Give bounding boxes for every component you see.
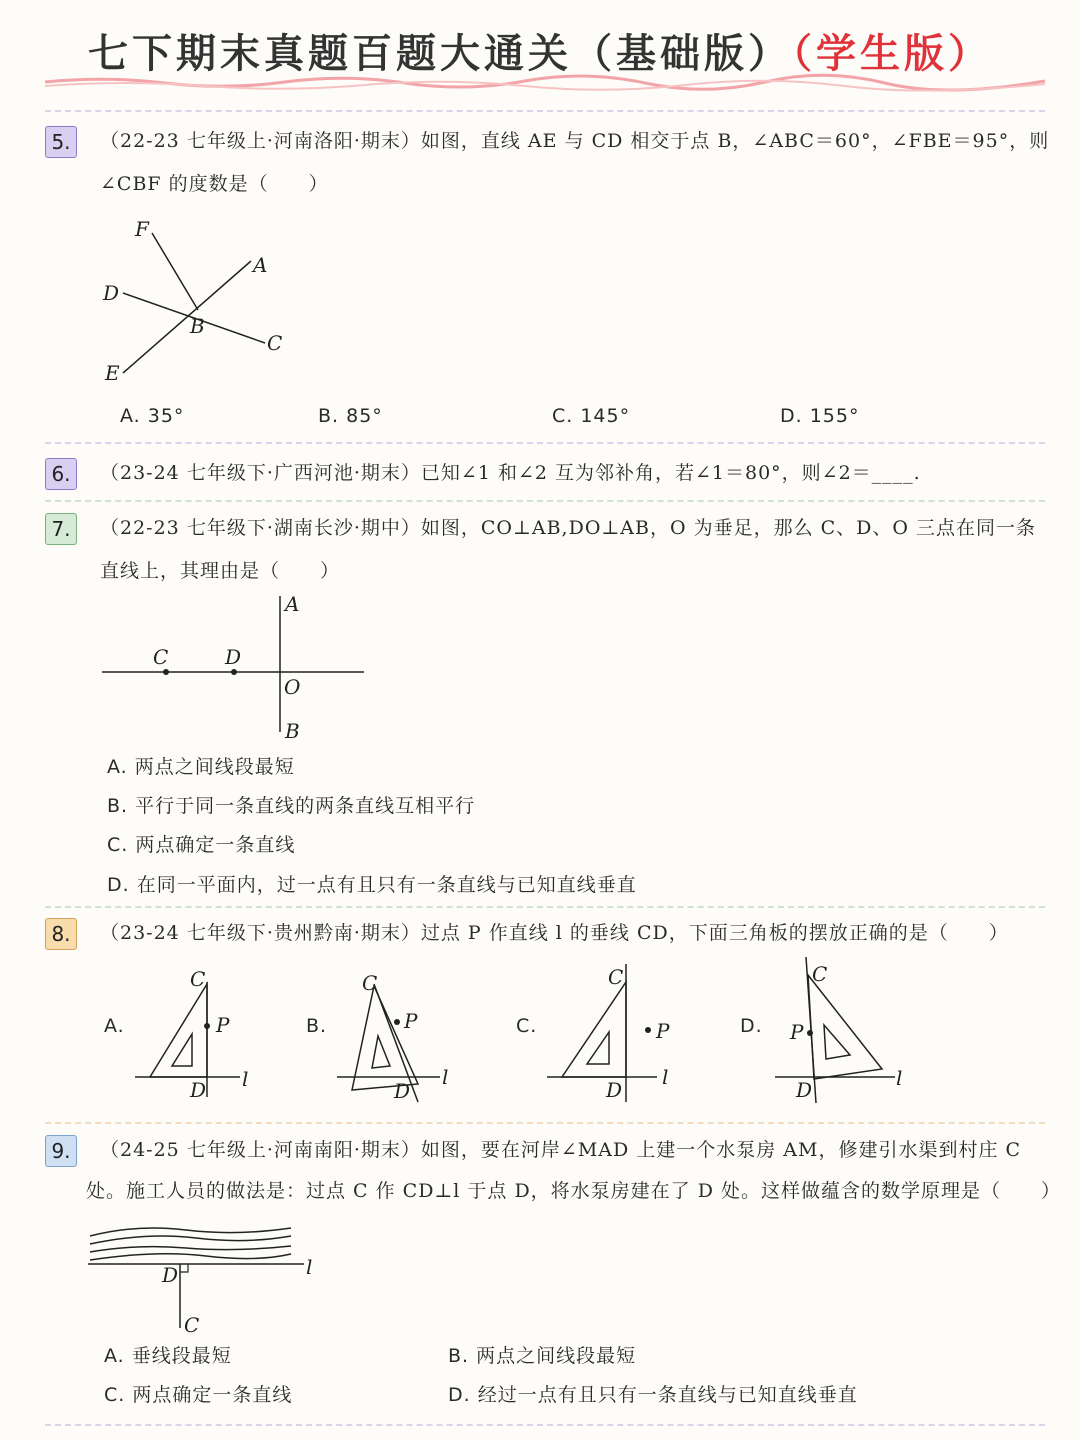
- point-label-b: B: [285, 719, 300, 743]
- q8-option-c[interactable]: C.: [516, 1015, 538, 1037]
- label-c: C: [190, 967, 206, 991]
- divider: [45, 1424, 1045, 1426]
- q9-figure: [86, 1220, 326, 1340]
- point-label-o: O: [284, 675, 301, 699]
- label-p: P: [790, 1020, 804, 1044]
- title-underline: [45, 74, 1045, 90]
- point-label-c: C: [153, 645, 169, 669]
- q8-option-b[interactable]: B.: [306, 1015, 328, 1037]
- point-label-e: E: [105, 361, 120, 385]
- right-angle-mark: [180, 1264, 188, 1272]
- question-number-6: 6.: [45, 458, 77, 490]
- q9-option-b[interactable]: B. 两点之间线段最短: [448, 1345, 637, 1367]
- point-label-d: D: [225, 645, 242, 669]
- q8-option-d[interactable]: D.: [740, 1015, 763, 1037]
- set-square-inner: [824, 1025, 850, 1059]
- river-wave-1: [90, 1228, 291, 1236]
- label-d: D: [796, 1078, 813, 1102]
- point-c: [163, 669, 169, 675]
- point-label-c: C: [267, 331, 283, 355]
- label-c: C: [812, 962, 828, 986]
- divider: [45, 1122, 1045, 1124]
- q9-option-d[interactable]: D. 经过一点有且只有一条直线与已知直线垂直: [448, 1384, 858, 1406]
- q5-figure: [95, 212, 315, 402]
- q9-option-a[interactable]: A. 垂线段最短: [104, 1345, 232, 1367]
- q7-option-b[interactable]: B. 平行于同一条直线的两条直线互相平行: [107, 795, 476, 817]
- q8-figure-a: [130, 962, 260, 1102]
- label-l: l: [242, 1067, 249, 1091]
- title-suffix: （学生版）: [792, 31, 992, 77]
- page-title: [0, 22, 1080, 79]
- divider: [45, 110, 1045, 112]
- river-wave-4: [90, 1254, 291, 1260]
- q7-stem-line1: （22-23 七年级下·湖南长沙·期中）如图，CO⊥AB,DO⊥AB，O 为垂足，那么 C、D、O 三点在同一条: [100, 517, 1037, 539]
- set-square: [150, 984, 207, 1077]
- set-square-inner: [587, 1032, 609, 1064]
- label-p: P: [656, 1019, 670, 1043]
- q9-option-c[interactable]: C. 两点确定一条直线: [104, 1384, 293, 1406]
- label-p: P: [404, 1009, 418, 1033]
- label-l: l: [896, 1066, 903, 1090]
- point-label-f: F: [135, 217, 149, 241]
- label-c: C: [362, 971, 378, 995]
- label-d: D: [190, 1078, 207, 1102]
- q5-option-b[interactable]: B. 85°: [318, 405, 383, 427]
- q5-stem-line2: ∠CBF 的度数是（ ）: [100, 173, 329, 195]
- point-label-c: C: [184, 1313, 200, 1337]
- point-label-b: B: [190, 314, 205, 338]
- q6-stem: （23-24 七年级下·广西河池·期末）已知∠1 和∠2 互为邻补角，若∠1＝80°，则∠2＝____.: [100, 462, 921, 484]
- q5-option-d[interactable]: D. 155°: [780, 405, 860, 427]
- point-label-d: D: [162, 1263, 179, 1287]
- question-number-7: 7.: [45, 513, 77, 545]
- label-d: D: [606, 1078, 623, 1102]
- q9-stem-line1: （24-25 七年级上·河南南阳·期末）如图，要在河岸∠MAD 上建一个水泵房 AM，修建引水渠到村庄 C: [100, 1139, 1022, 1161]
- label-d: D: [394, 1079, 411, 1103]
- line-fb: [152, 233, 198, 310]
- q7-figure: [100, 592, 380, 742]
- q7-option-a[interactable]: A. 两点之间线段最短: [107, 756, 295, 778]
- point-p: [645, 1027, 651, 1033]
- question-number-9: 9.: [45, 1135, 77, 1167]
- q5-option-a[interactable]: A. 35°: [120, 405, 185, 427]
- set-square-inner: [172, 1034, 192, 1066]
- river-wave-3: [90, 1246, 291, 1252]
- q7-option-c[interactable]: C. 两点确定一条直线: [107, 834, 296, 856]
- q9-stem-line2: 处。施工人员的做法是：过点 C 作 CD⊥l 于点 D，将水泵房建在了 D 处。这样做蕴含的数学原理是（ ）: [86, 1180, 1061, 1202]
- divider: [45, 906, 1045, 908]
- q8-stem: （23-24 七年级下·贵州黔南·期末）过点 P 作直线 l 的垂线 CD，下面三角板的摆放正确的是（ ）: [100, 922, 1009, 944]
- q5-option-c[interactable]: C. 145°: [552, 405, 631, 427]
- divider: [45, 442, 1045, 444]
- q8-figure-d: [770, 955, 930, 1105]
- divider: [45, 500, 1045, 502]
- line-label-l: l: [306, 1255, 313, 1279]
- set-square: [808, 975, 882, 1079]
- q7-option-d[interactable]: D. 在同一平面内，过一点有且只有一条直线与已知直线垂直: [107, 874, 637, 896]
- point-label-d: D: [103, 281, 120, 305]
- question-number-8: 8.: [45, 918, 77, 950]
- set-square-inner: [372, 1036, 390, 1068]
- line-ea: [123, 261, 251, 373]
- point-label-a: A: [285, 592, 300, 616]
- label-l: l: [442, 1065, 449, 1089]
- point-label-a: A: [253, 253, 268, 277]
- point-p: [807, 1030, 813, 1036]
- q5-stem-line1: （22-23 七年级上·河南洛阳·期末）如图，直线 AE 与 CD 相交于点 B，∠ABC＝60°，∠FBE＝95°，则: [100, 130, 1050, 152]
- q7-stem-line2: 直线上，其理由是（ ）: [100, 560, 341, 582]
- q8-option-a[interactable]: A.: [104, 1015, 125, 1037]
- q8-figure-c: [542, 962, 682, 1102]
- label-l: l: [662, 1065, 669, 1089]
- label-p: P: [216, 1013, 230, 1037]
- set-square: [562, 982, 626, 1077]
- title-main: 七下期末真题百题大通关（基础版）: [88, 31, 792, 77]
- q8-figure-b: [332, 962, 472, 1102]
- point-p: [394, 1019, 400, 1025]
- question-number-5: 5.: [45, 126, 77, 158]
- point-p: [204, 1023, 210, 1029]
- river-wave-2: [90, 1236, 291, 1244]
- point-d: [231, 669, 237, 675]
- label-c: C: [608, 965, 624, 989]
